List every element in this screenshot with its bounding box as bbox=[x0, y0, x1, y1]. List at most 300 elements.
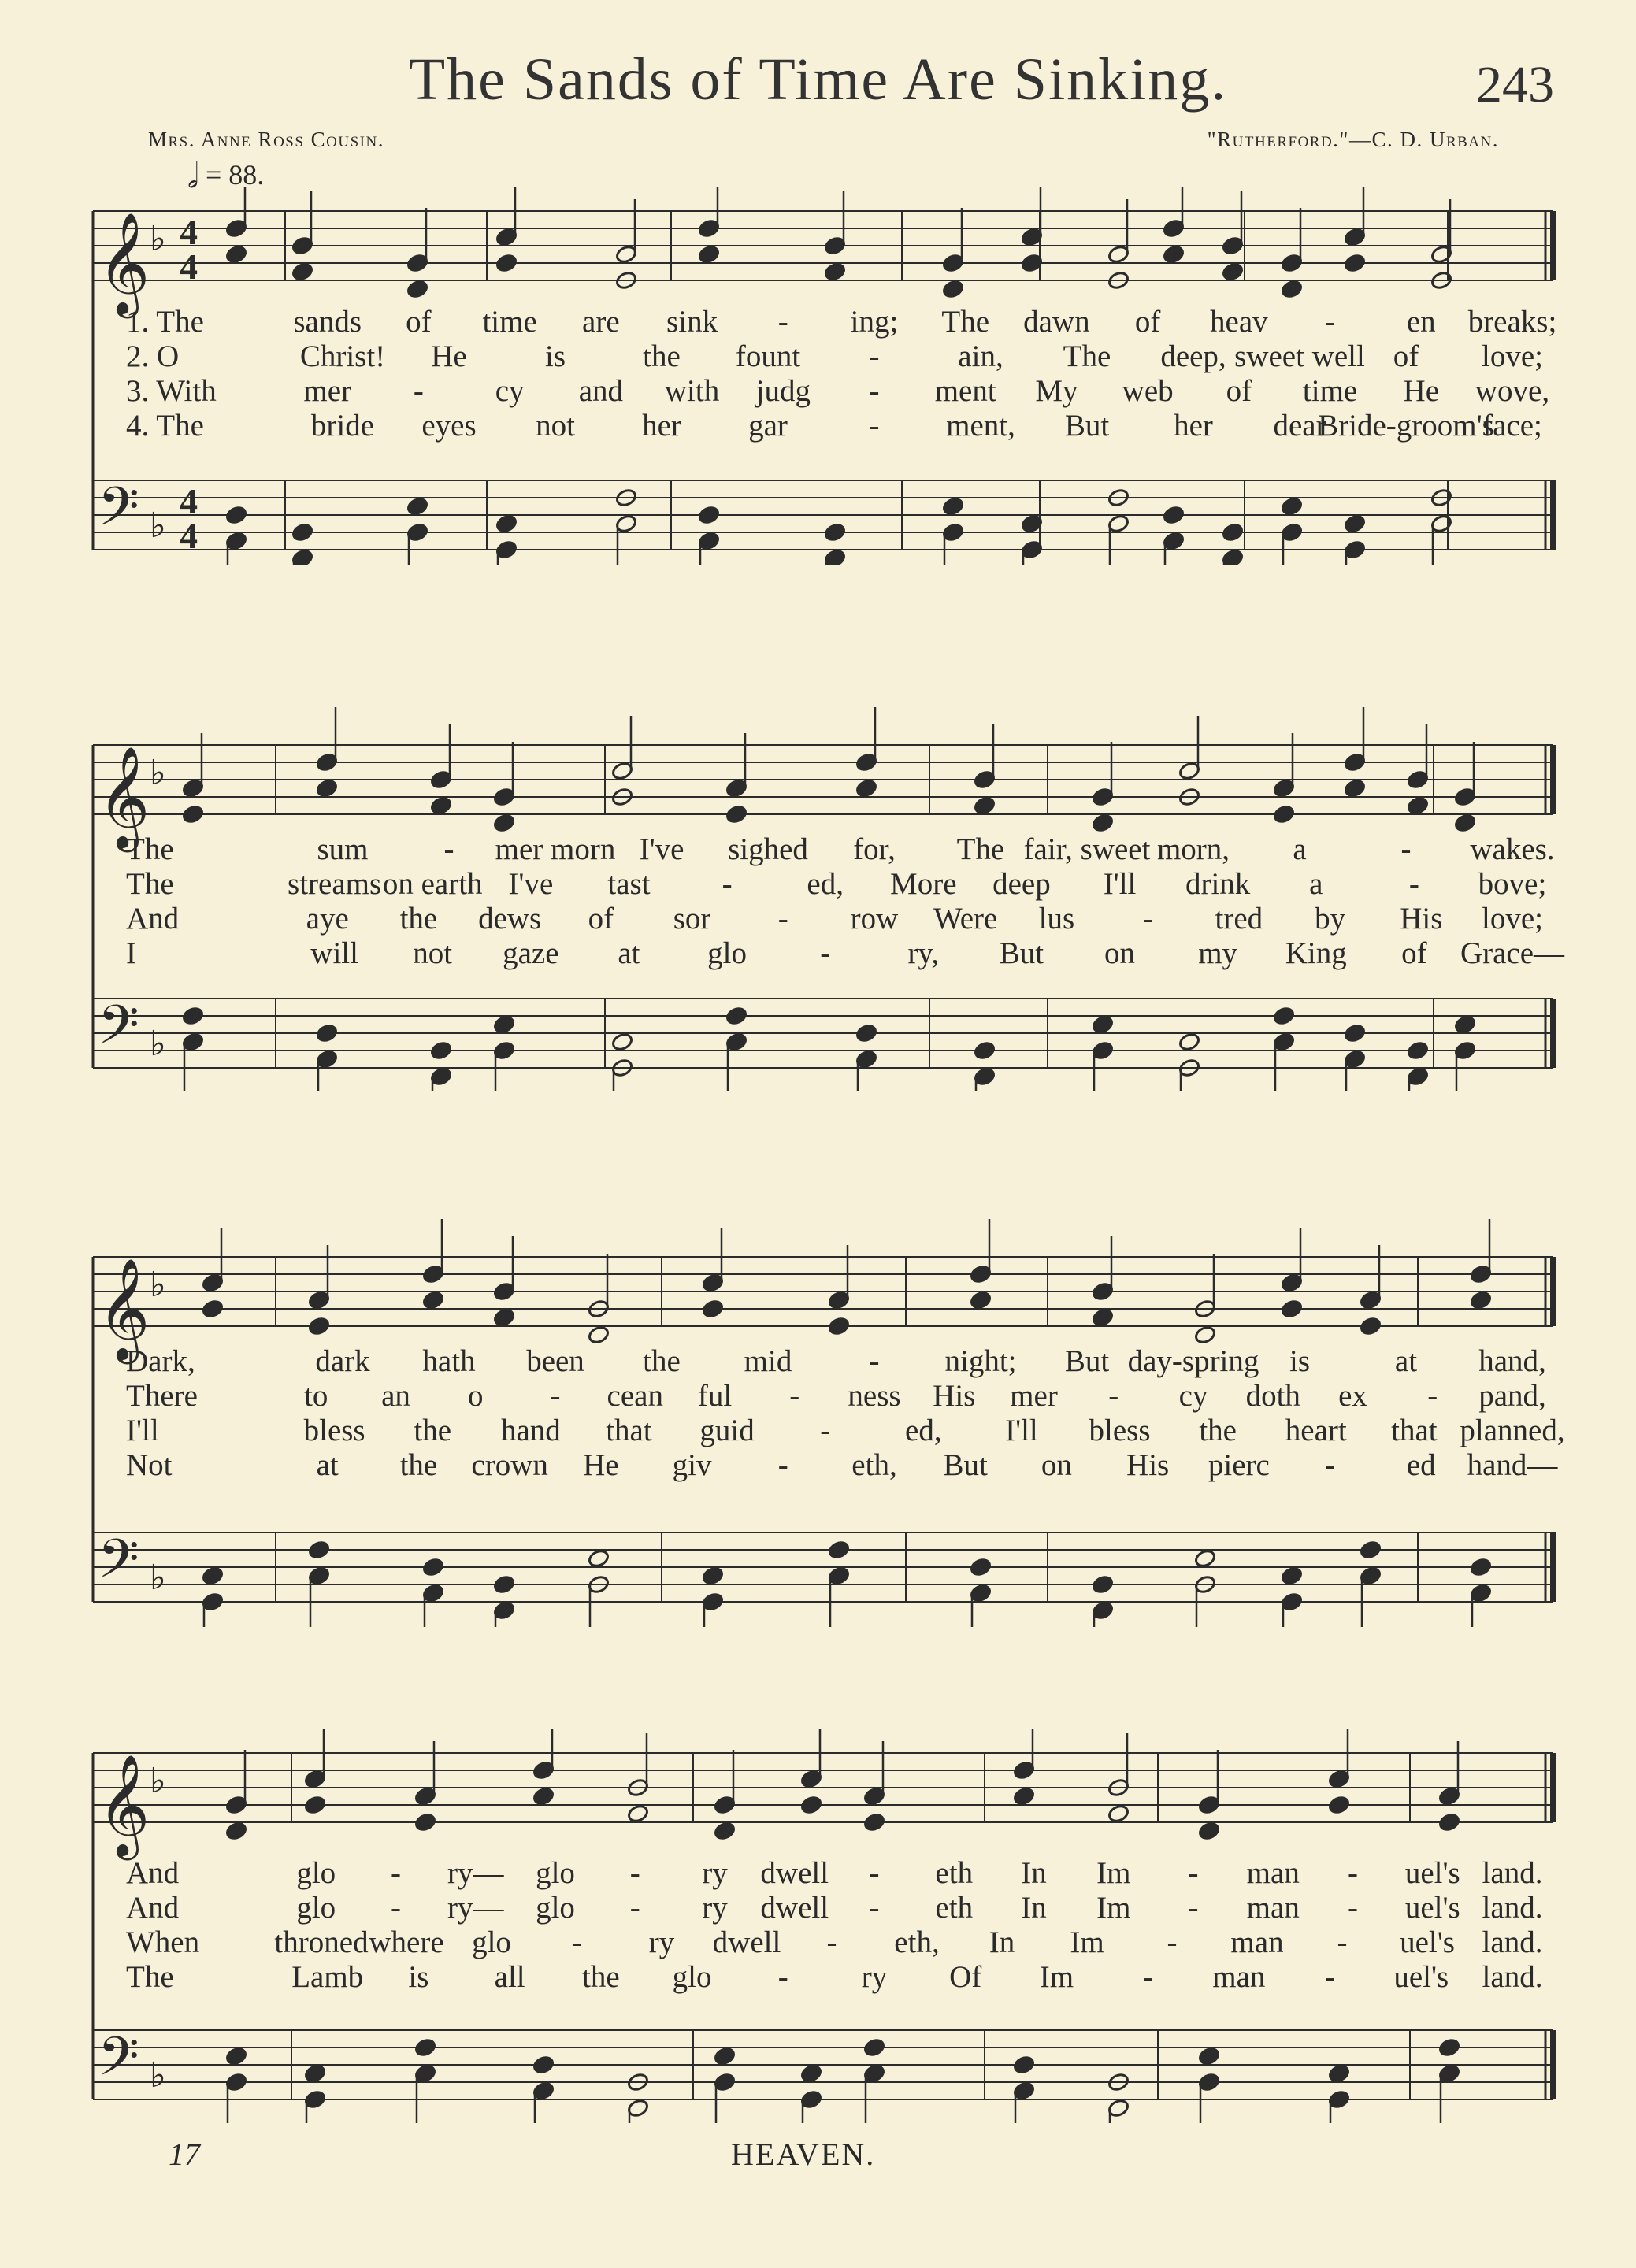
lyric-syllable: - bbox=[869, 1891, 880, 1925]
half-note-head bbox=[1194, 1548, 1217, 1569]
verse-line-1 bbox=[0, 1855, 1636, 1890]
tune-credit: "Rutherford."—C. D. Urban. bbox=[1207, 128, 1499, 151]
quarter-note-head bbox=[493, 813, 516, 833]
lyric-syllable: face; bbox=[1482, 409, 1542, 443]
lyric-syllable: - bbox=[443, 832, 454, 866]
quarter-note-head bbox=[1344, 1023, 1367, 1043]
lyric-syllable: - bbox=[413, 374, 424, 408]
quarter-note-head bbox=[308, 1316, 331, 1336]
lyric-syllable: fair, sweet bbox=[1023, 832, 1151, 866]
quarter-note-head bbox=[202, 1299, 224, 1319]
verse-line-4 bbox=[0, 1959, 1636, 1994]
quarter-note-head bbox=[308, 1540, 331, 1560]
page-number: 243 bbox=[1476, 56, 1554, 113]
quarter-note-head bbox=[1407, 795, 1430, 816]
lyric-syllable: I've bbox=[508, 867, 554, 901]
final-barline bbox=[1550, 211, 1556, 280]
quarter-note-head bbox=[1328, 1795, 1351, 1815]
time-signature-lower: 4 bbox=[180, 246, 198, 287]
lyric-syllable: the bbox=[1199, 1414, 1237, 1447]
lyric-syllable: But bbox=[999, 936, 1044, 970]
lyric-syllable: - bbox=[869, 339, 880, 373]
lyric-syllable: to bbox=[304, 1379, 328, 1413]
lyric-syllable: I'll bbox=[1005, 1414, 1038, 1447]
hymn-title: The Sands of Time Are Sinking. bbox=[408, 46, 1228, 113]
lyric-syllable: - bbox=[869, 1344, 880, 1378]
quarter-note-head bbox=[855, 778, 878, 799]
lyric-syllable: uel's bbox=[1404, 1891, 1460, 1925]
lyric-syllable: dark bbox=[315, 1344, 370, 1378]
lyric-syllable: - bbox=[826, 1925, 837, 1959]
lyric-syllable: wakes. bbox=[1470, 832, 1555, 866]
quarter-note-head bbox=[800, 2063, 823, 2084]
notes-group bbox=[202, 1540, 1493, 1627]
lyric-syllable: - bbox=[777, 1448, 788, 1482]
notes-group bbox=[225, 487, 1453, 565]
lyric-syllable: sor bbox=[673, 902, 711, 936]
verse-line-1 bbox=[0, 304, 1636, 339]
bass-staff bbox=[93, 1532, 1553, 1602]
quarter-note-head bbox=[1344, 253, 1367, 273]
lyric-syllable: But bbox=[943, 1448, 988, 1482]
lyric-syllable: on bbox=[1041, 1448, 1072, 1482]
quarter-note-head bbox=[291, 522, 314, 543]
lyric-syllable: aye bbox=[306, 902, 349, 936]
time-signature-upper: 4 bbox=[180, 212, 198, 252]
quarter-note-head bbox=[714, 2046, 736, 2066]
lyric-syllable: glo bbox=[707, 936, 747, 970]
notes-group bbox=[225, 2037, 1461, 2123]
lyric-syllable: Im bbox=[1096, 1856, 1131, 1890]
lyric-syllable: love; bbox=[1482, 902, 1543, 936]
lyric-syllable: glo bbox=[536, 1891, 575, 1925]
lyric-syllable: Dark, bbox=[126, 1344, 195, 1378]
quarter-note-head bbox=[855, 1023, 878, 1043]
verse-line-2 bbox=[0, 339, 1636, 373]
lyric-syllable: tred bbox=[1215, 902, 1263, 936]
quarter-note-head bbox=[698, 505, 721, 525]
quarter-note-head bbox=[304, 1795, 327, 1815]
quarter-note-head bbox=[863, 2037, 886, 2058]
quarter-note-head bbox=[406, 279, 429, 299]
lyric-syllable: - bbox=[391, 1891, 401, 1925]
lyric-syllable: Bride-groom's bbox=[1318, 409, 1494, 443]
bass-staff bbox=[93, 999, 1553, 1068]
quarter-note-head bbox=[863, 1812, 886, 1833]
lyric-syllable: ing; bbox=[850, 305, 899, 339]
lyric-syllable: ry bbox=[702, 1891, 728, 1925]
lyric-syllable: ry, bbox=[907, 936, 940, 970]
lyric-syllable: - bbox=[1188, 1856, 1199, 1890]
quarter-note-head bbox=[942, 279, 965, 299]
lyric-syllable: Im bbox=[1096, 1891, 1131, 1925]
lyric-syllable: the bbox=[643, 1344, 681, 1378]
quarter-note-head bbox=[702, 1566, 725, 1586]
lyric-syllable: eth bbox=[935, 1891, 974, 1925]
lyric-syllable: pierc bbox=[1208, 1448, 1270, 1482]
lyric-syllable: In bbox=[989, 1925, 1015, 1959]
verse-line-2 bbox=[0, 1890, 1636, 1925]
quarter-note-head bbox=[1092, 1014, 1115, 1035]
quarter-note-head bbox=[225, 2046, 248, 2066]
lyric-syllable: tast bbox=[607, 867, 651, 901]
lyric-syllable: ed, bbox=[807, 867, 844, 901]
lyric-syllable: and bbox=[578, 374, 623, 408]
lyric-syllable: that bbox=[1391, 1414, 1438, 1447]
treble-staff bbox=[93, 745, 1553, 814]
time-signature-lower: 4 bbox=[180, 516, 198, 556]
lyric-syllable: by bbox=[1315, 902, 1346, 936]
lyric-syllable: - bbox=[1337, 1925, 1348, 1959]
quarter-note-head bbox=[1092, 813, 1115, 833]
quarter-note-head bbox=[1273, 1006, 1296, 1026]
bass-staff bbox=[93, 2030, 1553, 2099]
quarter-note-head bbox=[414, 2037, 437, 2058]
lyric-syllable: - bbox=[869, 374, 880, 408]
lyric-syllable: ry bbox=[861, 1960, 888, 1994]
quarter-note-head bbox=[1328, 2063, 1351, 2084]
lyric-syllable: land. bbox=[1482, 1856, 1543, 1890]
quarter-note-head bbox=[1273, 804, 1296, 825]
lyric-syllable: a bbox=[1309, 867, 1323, 901]
lyric-syllable: of bbox=[1401, 936, 1427, 970]
lyric-syllable: a bbox=[1293, 832, 1307, 866]
lyric-syllable: guid bbox=[699, 1414, 755, 1447]
lyric-syllable: row bbox=[850, 902, 899, 936]
final-barline bbox=[1550, 999, 1556, 1068]
lyric-syllable: In bbox=[1021, 1891, 1047, 1925]
lyric-syllable: man bbox=[1212, 1960, 1266, 1994]
lyric-syllable: - bbox=[1348, 1856, 1358, 1890]
lyric-syllable: mer bbox=[303, 374, 352, 408]
lyric-syllable: with bbox=[664, 374, 720, 408]
lyric-syllable: on bbox=[1104, 936, 1136, 970]
quarter-note-head bbox=[291, 261, 314, 282]
lyric-syllable: time bbox=[1302, 374, 1358, 408]
lyric-syllable: of bbox=[1393, 339, 1419, 373]
verse-line-2 bbox=[0, 1378, 1636, 1413]
lyric-syllable: is bbox=[1289, 1344, 1311, 1378]
lyric-syllable: mid bbox=[744, 1344, 792, 1378]
lyric-syllable: bless bbox=[303, 1414, 365, 1447]
flat-icon: ♭ bbox=[150, 1761, 166, 1801]
treble-clef-icon: 𝄞 bbox=[98, 212, 150, 314]
lyric-syllable: will bbox=[310, 936, 358, 970]
lyric-syllable: mer morn bbox=[495, 832, 616, 866]
flat-icon: ♭ bbox=[150, 1558, 166, 1598]
lyric-syllable: glo bbox=[472, 1925, 511, 1959]
lyric-syllable: - bbox=[789, 1379, 800, 1413]
lyric-syllable: - bbox=[869, 1856, 880, 1890]
lyric-syllable: 3. With bbox=[126, 374, 217, 408]
flat-icon: ♭ bbox=[150, 2055, 166, 2096]
half-note-head bbox=[1107, 1803, 1130, 1824]
final-barline bbox=[1550, 1257, 1556, 1326]
lyric-syllable: heav bbox=[1210, 305, 1268, 339]
half-note-head bbox=[1194, 1325, 1217, 1345]
lyric-syllable: eth bbox=[935, 1856, 974, 1890]
time-signature-upper: 4 bbox=[180, 481, 198, 521]
lyric-syllable: - bbox=[629, 1856, 640, 1890]
lyric-syllable: glo bbox=[296, 1856, 336, 1890]
lyric-syllable: bove; bbox=[1478, 867, 1547, 901]
verse-line-4 bbox=[0, 936, 1636, 970]
lyric-syllable: His bbox=[933, 1379, 976, 1413]
lyric-syllable: 1. The bbox=[126, 305, 204, 339]
final-barline bbox=[1550, 745, 1556, 814]
lyric-syllable: deep bbox=[992, 867, 1051, 901]
lyric-syllable: on earth bbox=[382, 867, 483, 901]
lyric-syllable: When bbox=[126, 1925, 200, 1959]
bass-clef-icon: 𝄢 bbox=[98, 995, 139, 1069]
lyric-syllable: giv bbox=[672, 1448, 712, 1482]
lyric-syllable: drink bbox=[1185, 867, 1251, 901]
lyric-syllable: My bbox=[1035, 374, 1078, 408]
lyric-syllable: - bbox=[1167, 1925, 1178, 1959]
lyric-syllable: I've bbox=[639, 832, 684, 866]
quarter-note-head bbox=[1013, 1786, 1036, 1807]
quarter-note-head bbox=[493, 1014, 516, 1035]
lyric-syllable: - bbox=[550, 1379, 561, 1413]
quarter-note-head bbox=[824, 261, 847, 282]
lyric-syllable: - bbox=[777, 305, 788, 339]
lyric-syllable: man bbox=[1246, 1856, 1300, 1890]
lyric-syllable: of bbox=[1134, 305, 1161, 339]
lyric-syllable: is bbox=[544, 339, 566, 373]
lyric-syllable: eth, bbox=[894, 1925, 940, 1959]
treble-staff bbox=[93, 1257, 1553, 1326]
quarter-note-head bbox=[942, 496, 965, 517]
lyric-syllable: wove, bbox=[1475, 374, 1550, 408]
lyricist-credit: Mrs. Anne Ross Cousin. bbox=[148, 128, 384, 151]
quarter-note-head bbox=[1198, 2046, 1221, 2066]
lyric-syllable: deep, bbox=[1160, 339, 1226, 373]
lyric-syllable: dwell bbox=[760, 1856, 829, 1890]
notes-group bbox=[225, 187, 1453, 299]
quarter-note-head bbox=[316, 778, 339, 799]
quarter-note-head bbox=[202, 1566, 224, 1586]
lyric-syllable: - bbox=[722, 867, 733, 901]
quarter-note-head bbox=[725, 804, 748, 825]
final-barline bbox=[1550, 2030, 1556, 2099]
lyric-syllable: an bbox=[381, 1379, 410, 1413]
quarter-note-head bbox=[1198, 1821, 1221, 1841]
half-note-head bbox=[588, 1548, 610, 1569]
lyric-syllable: And bbox=[126, 1856, 180, 1890]
lyric-syllable: of bbox=[1226, 374, 1252, 408]
flat-icon: ♭ bbox=[150, 753, 166, 793]
quarter-note-head bbox=[225, 244, 248, 265]
lyric-syllable: I'll bbox=[1103, 867, 1137, 901]
lyric-syllable: Christ! bbox=[299, 339, 386, 373]
lyric-syllable: hand— bbox=[1467, 1448, 1558, 1482]
lyric-syllable: - bbox=[1400, 832, 1412, 866]
lyric-syllable: not bbox=[536, 409, 575, 443]
quarter-note-head bbox=[1092, 1574, 1115, 1595]
lyric-syllable: of bbox=[588, 902, 614, 936]
quarter-note-head bbox=[974, 1040, 996, 1061]
quarter-note-head bbox=[1092, 1307, 1115, 1328]
quarter-note-head bbox=[414, 1812, 437, 1833]
lyric-syllable: - bbox=[777, 902, 788, 936]
lyric-syllable: hand, bbox=[1478, 1344, 1546, 1378]
lyric-syllable: ry— bbox=[447, 1856, 504, 1890]
lyric-syllable: ed bbox=[1406, 1448, 1436, 1482]
lyric-syllable: is bbox=[408, 1960, 429, 1994]
lyric-syllable: are bbox=[582, 305, 620, 339]
lyric-syllable: uel's bbox=[1393, 1960, 1449, 1994]
lyric-syllable: - bbox=[1142, 1960, 1153, 1994]
lyric-syllable: - bbox=[629, 1891, 640, 1925]
lyric-syllable: glo bbox=[672, 1960, 712, 1994]
quarter-note-head bbox=[1438, 1812, 1461, 1833]
quarter-note-head bbox=[430, 795, 453, 816]
quarter-note-head bbox=[495, 513, 518, 534]
lyric-syllable: 2. O bbox=[126, 339, 180, 373]
lyric-syllable: - bbox=[1348, 1891, 1358, 1925]
lyric-syllable: - bbox=[1325, 1960, 1336, 1994]
lyric-syllable: ry bbox=[702, 1856, 728, 1890]
lyric-syllable: at bbox=[618, 936, 640, 970]
lyric-syllable: sweet well bbox=[1234, 339, 1365, 373]
quarter-note-head bbox=[698, 244, 721, 265]
lyric-syllable: ry— bbox=[447, 1891, 504, 1925]
lyric-syllable: doth bbox=[1245, 1379, 1300, 1413]
lyric-syllable: - bbox=[391, 1856, 401, 1890]
lyric-syllable: And bbox=[126, 902, 180, 936]
lyric-syllable: eyes bbox=[421, 409, 477, 443]
lyric-syllable: web bbox=[1122, 374, 1174, 408]
lyric-syllable: gar bbox=[748, 409, 788, 443]
lyric-syllable: But bbox=[1064, 409, 1110, 443]
quarter-note-head bbox=[182, 1006, 205, 1026]
lyric-syllable: glo bbox=[296, 1891, 336, 1925]
quarter-note-head bbox=[828, 1316, 851, 1336]
quarter-note-head bbox=[1281, 279, 1304, 299]
lyric-syllable: uel's bbox=[1404, 1856, 1460, 1890]
quarter-note-head bbox=[532, 1786, 555, 1807]
lyric-syllable: dwell bbox=[712, 1925, 781, 1959]
lyric-syllable: Im bbox=[1070, 1925, 1104, 1959]
lyric-syllable: gaze bbox=[503, 936, 559, 970]
lyric-syllable: - bbox=[820, 1414, 831, 1447]
quarter-note-head bbox=[1281, 496, 1304, 517]
final-barline bbox=[1550, 480, 1556, 550]
lyric-syllable: - bbox=[1142, 902, 1153, 936]
quarter-note-head bbox=[1470, 1290, 1493, 1310]
lyric-syllable: uel's bbox=[1400, 1925, 1455, 1959]
lyric-syllable: cy bbox=[1178, 1379, 1208, 1413]
lyric-syllable: land. bbox=[1482, 1960, 1543, 1994]
half-note-head bbox=[611, 1032, 634, 1052]
lyric-syllable: But bbox=[1064, 1344, 1110, 1378]
lyric-syllable: bless bbox=[1089, 1414, 1151, 1447]
quarter-note-head bbox=[1454, 813, 1477, 833]
lyric-syllable: His bbox=[1400, 902, 1443, 936]
lyric-syllable: - bbox=[869, 409, 880, 443]
verse-line-3 bbox=[0, 901, 1636, 936]
lyric-syllable: The bbox=[126, 867, 174, 901]
quarter-note-head bbox=[182, 804, 205, 825]
quarter-note-head bbox=[1407, 1040, 1430, 1061]
lyric-syllable: at bbox=[316, 1448, 339, 1482]
lyric-syllable: The bbox=[956, 832, 1005, 866]
lyric-syllable: ment, bbox=[946, 409, 1015, 443]
lyric-syllable: day-spring bbox=[1127, 1344, 1259, 1378]
lyric-syllable: the bbox=[399, 902, 438, 936]
lyric-syllable: o bbox=[468, 1379, 484, 1413]
music-system-2 bbox=[0, 706, 1636, 1091]
quarter-note-head bbox=[1344, 778, 1367, 799]
half-note-head bbox=[627, 1803, 650, 1824]
quarter-note-head bbox=[714, 1821, 736, 1841]
music-system-1 bbox=[0, 187, 1636, 565]
lyric-syllable: ed, bbox=[905, 1414, 942, 1447]
lyric-syllable: More bbox=[890, 867, 957, 901]
verse-line-3 bbox=[0, 1413, 1636, 1447]
verse-line-4 bbox=[0, 1447, 1636, 1482]
lyric-syllable: land. bbox=[1482, 1925, 1543, 1959]
lyric-syllable: He bbox=[583, 1448, 619, 1482]
quarter-note-head bbox=[430, 1040, 453, 1061]
lyric-syllable: morn, bbox=[1156, 832, 1230, 866]
lyric-syllable: sink bbox=[666, 305, 718, 339]
flat-icon: ♭ bbox=[150, 1024, 166, 1064]
lyric-syllable: planned, bbox=[1460, 1414, 1565, 1447]
quarter-note-head bbox=[970, 1290, 992, 1310]
lyric-syllable: ness bbox=[848, 1379, 901, 1413]
flat-icon: ♭ bbox=[150, 506, 166, 546]
treble-clef-icon: 𝄞 bbox=[98, 1754, 150, 1856]
lyric-syllable: hath bbox=[422, 1344, 476, 1378]
treble-clef-icon: 𝄞 bbox=[98, 746, 150, 848]
lyric-syllable: her bbox=[1174, 409, 1213, 443]
quarter-note-head bbox=[1360, 1316, 1382, 1336]
lyric-syllable: night; bbox=[944, 1344, 1017, 1378]
quarter-note-head bbox=[225, 505, 248, 525]
lyric-syllable: I bbox=[126, 936, 136, 970]
lyric-syllable: all bbox=[494, 1960, 525, 1994]
quarter-note-head bbox=[1454, 1014, 1477, 1035]
lyric-syllable: sighed bbox=[728, 832, 808, 866]
lyric-syllable: - bbox=[820, 936, 831, 970]
lyric-syllable: ex bbox=[1338, 1379, 1367, 1413]
quarter-note-head bbox=[406, 496, 429, 517]
lyric-syllable: her bbox=[642, 409, 681, 443]
lyric-syllable: ry bbox=[648, 1925, 675, 1959]
lyric-syllable: And bbox=[126, 1891, 180, 1925]
lyric-syllable: Im bbox=[1039, 1960, 1074, 1994]
quarter-note-head bbox=[800, 1795, 823, 1815]
notes-group bbox=[225, 1729, 1461, 1841]
lyric-syllable: not bbox=[413, 936, 453, 970]
quarter-note-head bbox=[1344, 513, 1367, 534]
treble-clef-icon: 𝄞 bbox=[98, 1258, 150, 1360]
notes-group bbox=[182, 1006, 1477, 1091]
lyric-syllable: dawn bbox=[1023, 305, 1090, 339]
bass-clef-icon: 𝄢 bbox=[98, 1529, 139, 1603]
lyric-syllable: - bbox=[1427, 1379, 1438, 1413]
lyric-syllable: streams bbox=[288, 867, 382, 901]
lyric-syllable: fount bbox=[735, 339, 801, 373]
quarter-note-head bbox=[725, 1006, 748, 1026]
quarter-note-head bbox=[828, 1540, 851, 1560]
half-note-head bbox=[588, 1325, 610, 1345]
lyric-syllable: mer bbox=[1010, 1379, 1058, 1413]
lyric-syllable: There bbox=[126, 1379, 198, 1413]
signature-mark: 17 bbox=[169, 2136, 200, 2172]
verse-line-1 bbox=[0, 832, 1636, 866]
